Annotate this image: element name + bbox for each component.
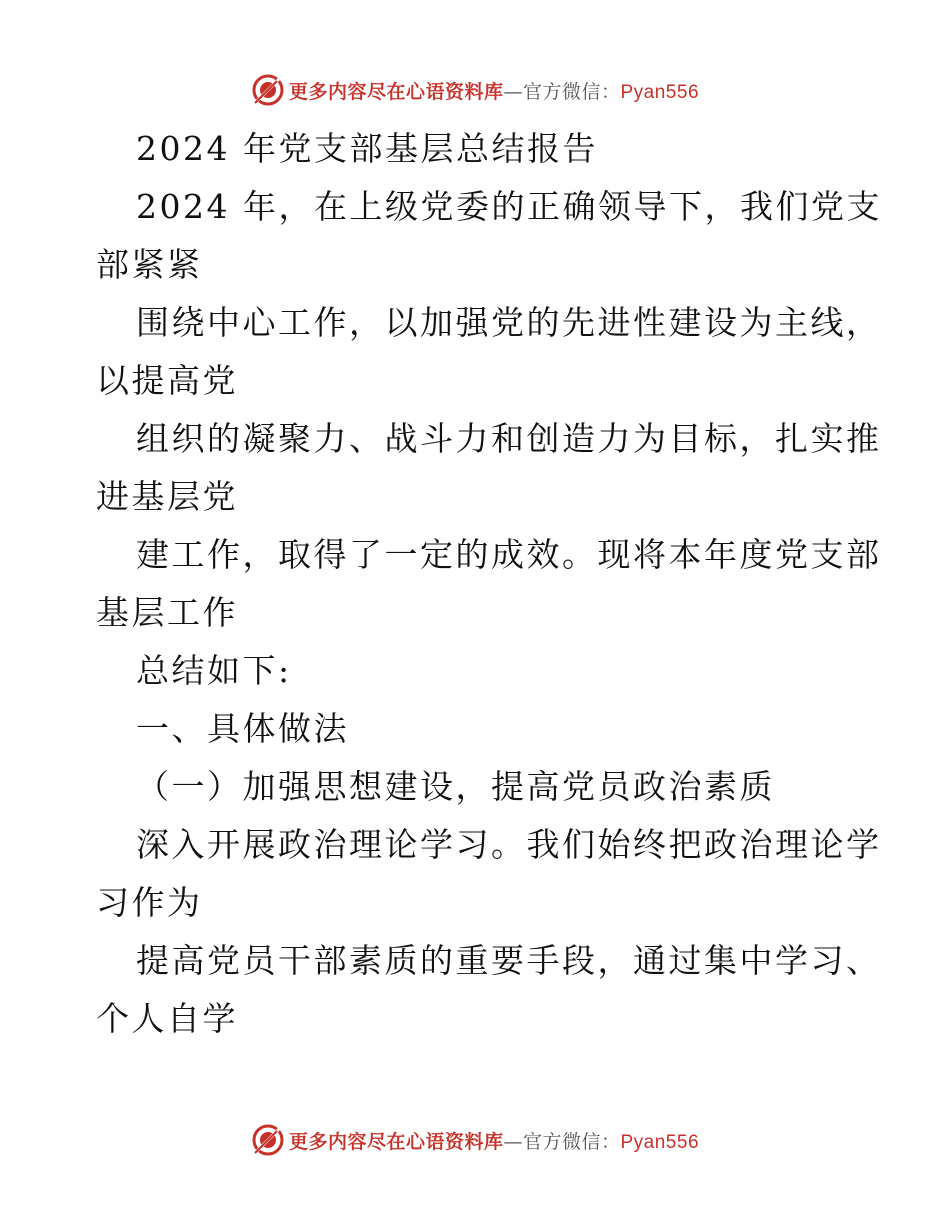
text-line: 进基层党	[96, 477, 238, 516]
quill-seal-icon	[251, 73, 285, 107]
document-body	[96, 120, 882, 1048]
text-line: 围绕中心工作，以加强党的先进性建设为主线，	[136, 303, 882, 342]
text-line: 部紧紧	[96, 245, 203, 284]
banner-separator: —	[503, 1130, 523, 1153]
banner-site: 更多内容尽在心语资料库	[288, 80, 504, 103]
banner-text	[289, 77, 699, 104]
banner-account: Pyan556	[620, 81, 700, 103]
quill-seal-icon	[251, 1123, 285, 1157]
banner-text	[289, 1127, 699, 1154]
text-line: 2024 年党支部基层总结报告	[136, 129, 598, 168]
text-line: 2024 年，在上级党委的正确领导下，我们党支	[136, 187, 882, 226]
text-line: 深入开展政治理论学习。我们始终把政治理论学	[136, 825, 882, 864]
text-line: 基层工作	[96, 593, 238, 632]
text-line: 个人自学	[96, 999, 238, 1038]
text-line: （一）加强思想建设，提高党员政治素质	[136, 767, 775, 806]
banner-account: Pyan556	[620, 1131, 700, 1153]
banner-separator: —	[503, 80, 523, 103]
text-line: 提高党员干部素质的重要手段，通过集中学习、	[136, 941, 882, 980]
banner-wechat-label: 官方微信：	[522, 1130, 621, 1153]
banner-site: 更多内容尽在心语资料库	[288, 1130, 504, 1153]
text-line: 建工作，取得了一定的成效。现将本年度党支部	[136, 535, 882, 574]
banner-wechat-label: 官方微信：	[522, 80, 621, 103]
text-line: 习作为	[96, 883, 203, 922]
header-banner	[0, 70, 950, 110]
text-line: 以提高党	[96, 361, 238, 400]
footer-banner	[0, 1120, 950, 1160]
text-line: 一、具体做法	[136, 709, 349, 748]
text-line: 总结如下:	[136, 651, 292, 690]
text-line: 组织的凝聚力、战斗力和创造力为目标，扎实推	[136, 419, 882, 458]
